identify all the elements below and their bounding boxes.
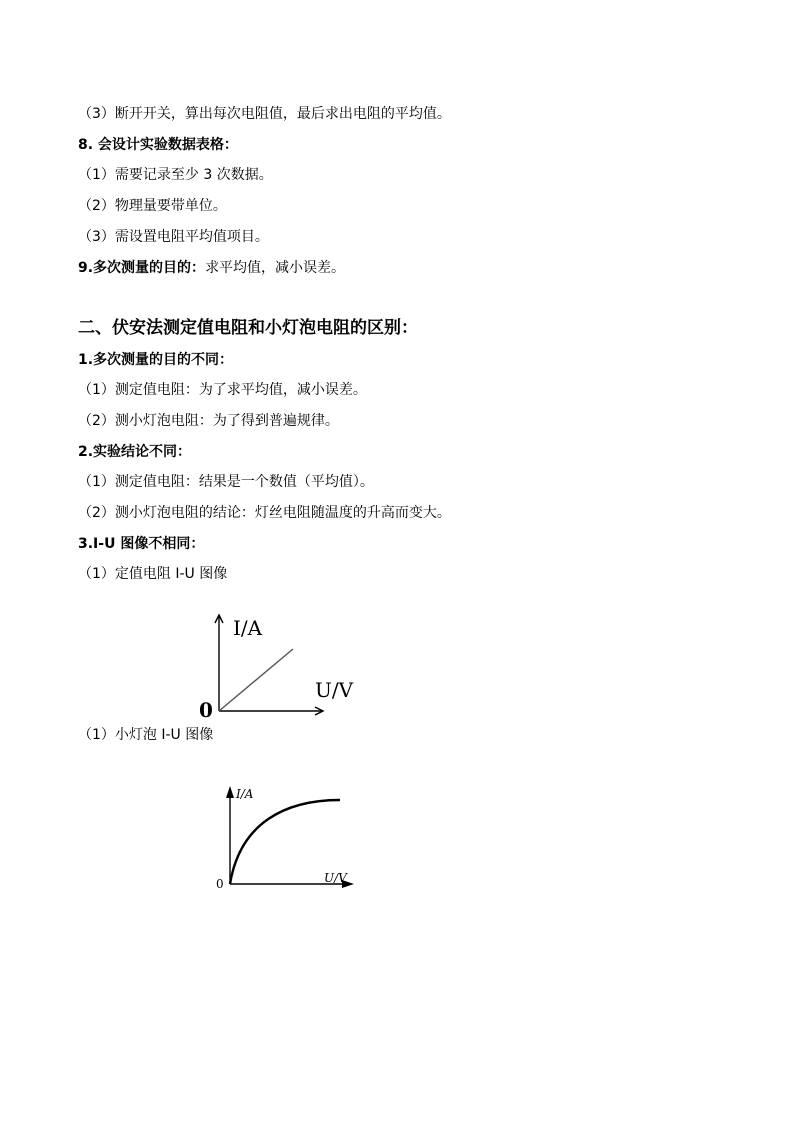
text-line-units: （2）物理量要带单位。 xyxy=(78,198,227,214)
fixed-resistor-iu-graph xyxy=(195,605,365,720)
heading-9-label: 9.多次测量的目的： xyxy=(78,260,206,276)
bulb-iu-graph xyxy=(210,778,370,893)
text-line-bulb-purpose: （2）测小灯泡电阻：为了得到普遍规律。 xyxy=(78,413,339,429)
origin-label: 0 xyxy=(216,877,224,891)
text-line-fixed-resistor-conclusion: （1）测定值电阻：结果是一个数值（平均值）。 xyxy=(78,474,374,490)
text-line-step3: （3）断开开关，算出每次电阻值，最后求出电阻的平均值。 xyxy=(78,106,451,122)
x-axis-label: U/V xyxy=(315,678,354,702)
heading-9-text: 求平均值，减小误差。 xyxy=(205,260,346,276)
text-line-bulb-conclusion: （2）测小灯泡电阻的结论：灯丝电阻随温度的升高而变大。 xyxy=(78,505,451,521)
linear-curve xyxy=(219,649,293,711)
x-axis-label: U/V xyxy=(324,871,347,885)
heading-9-purpose xyxy=(78,258,345,278)
heading-1-purpose-differs: 1.多次测量的目的不同： xyxy=(78,352,234,368)
origin-label: 0 xyxy=(199,698,213,720)
heading-3-iu-graph-differs: 3.I-U 图像不相同： xyxy=(78,536,205,552)
y-axis-label: I/A xyxy=(233,616,263,640)
heading-8-table-design: 8. 会设计实验数据表格： xyxy=(78,137,238,153)
y-axis-arrow xyxy=(226,786,234,798)
text-line-average-item: （3）需设置电阻平均值项目。 xyxy=(78,229,269,245)
heading-2-conclusion-differs: 2.实验结论不同： xyxy=(78,444,192,460)
text-line-fixed-resistor-purpose: （1）测定值电阻：为了求平均值，减小误差。 xyxy=(78,382,367,398)
y-axis-label: I/A xyxy=(236,787,254,801)
text-line-bulb-graph: （1）小灯泡 I-U 图像 xyxy=(78,727,214,743)
text-line-record-data: （1）需要记录至少 3 次数据。 xyxy=(78,167,273,183)
text-line-fixed-resistor-graph: （1）定值电阻 I-U 图像 xyxy=(78,566,228,582)
section-title-2: 二、伏安法测定值电阻和小灯泡电阻的区别： xyxy=(78,318,418,338)
